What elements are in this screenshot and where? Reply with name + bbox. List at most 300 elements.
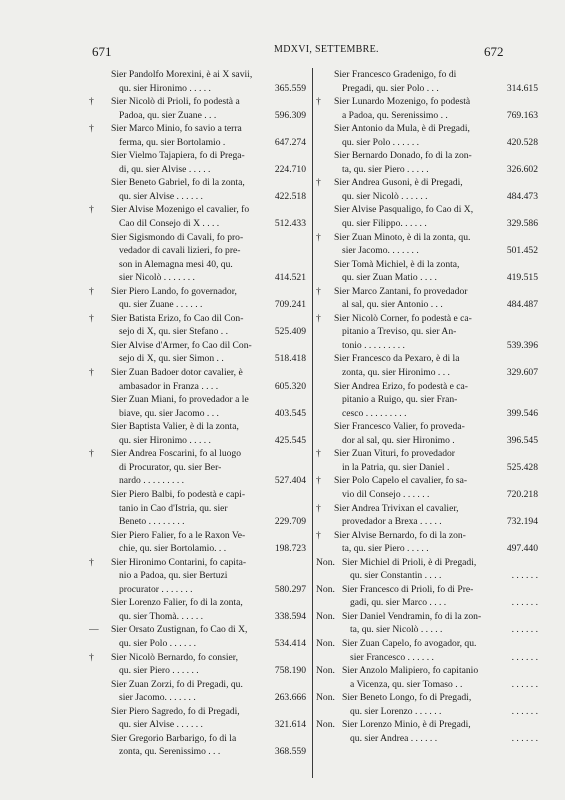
- entry-line: [89, 705, 308, 719]
- entry-text: qu. sier Zuan Matio . . . .: [342, 272, 437, 284]
- list-entry: [89, 678, 308, 705]
- vote-count: 758.190: [274, 665, 306, 677]
- entry-line: [89, 623, 308, 637]
- entry-text: Sier Anzolo Malipiero, fo capitanio: [342, 665, 479, 677]
- entry-text: Sier Francesco da Pexaro, è di la: [334, 353, 460, 365]
- entry-text: a Padoa, qu. Serenissimo . .: [342, 109, 448, 121]
- entry-text: Sier Zuan Zorzi, fo di Pregadi, qu.: [111, 678, 243, 690]
- entry-line: [89, 474, 308, 488]
- list-entry: [89, 122, 308, 149]
- entry-text: Sier Zuan Minoto, è di la zonta, qu.: [334, 231, 471, 243]
- entry-text: zonta, qu. Serenissimo . . .: [119, 746, 221, 758]
- entry-line: [89, 420, 308, 434]
- entry-line: [316, 244, 540, 258]
- entry-mark: Non.: [316, 637, 335, 649]
- vote-count: 605.320: [274, 380, 306, 392]
- entry-text: sier Jacomo. . . . . . .: [342, 245, 419, 257]
- list-entry: [316, 258, 540, 285]
- entry-line: [316, 82, 540, 96]
- entry-line: [89, 258, 308, 272]
- list-entry: [316, 502, 540, 529]
- entry-text: Sier Marco Minio, fo savio a terra: [111, 123, 242, 135]
- vote-count: 224.710: [274, 163, 306, 175]
- entry-line: [316, 691, 540, 705]
- vote-count: 420.528: [506, 136, 538, 148]
- entry-text: Sier Piero Lando, fo governador,: [111, 285, 237, 297]
- entry-line: [89, 109, 308, 123]
- vote-count: 525.428: [506, 461, 538, 473]
- entry-line: [316, 447, 540, 461]
- list-entry: [89, 285, 308, 312]
- entry-text: Sier Antonio da Mula, è di Pregadi,: [334, 123, 470, 135]
- list-entry: [89, 68, 308, 95]
- list-entry: [316, 176, 540, 203]
- entry-line: [316, 217, 540, 231]
- entry-text: a Vicenza, qu. sier Tomaso . .: [350, 678, 463, 690]
- list-entry: [316, 474, 540, 501]
- entry-text: Sier Baptista Valier, è di la zonta,: [111, 421, 239, 433]
- entry-text: Sier Piero Sagredo, fo di Pregadi,: [111, 705, 240, 717]
- vote-count: 501.452: [506, 245, 538, 257]
- entry-text: qu. sier Lorenzo . . . . . .: [350, 705, 442, 717]
- entry-mark: Non.: [316, 692, 335, 704]
- entry-text: ta, qu. sier Piero . . . . .: [342, 543, 429, 555]
- entry-text: Sier Nicolò Bernardo, fo consier,: [111, 651, 238, 663]
- vote-count: 534.414: [274, 637, 306, 649]
- entry-text: qu. sier Thomà. . . . . .: [119, 610, 204, 622]
- entry-line: [89, 95, 308, 109]
- list-entry: [316, 380, 540, 421]
- vote-count: 527.404: [274, 475, 306, 487]
- entry-text: ferma, qu. sier Bortolamio .: [119, 136, 226, 148]
- list-entry: [316, 529, 540, 556]
- entry-line: [89, 163, 308, 177]
- entry-line: [316, 488, 540, 502]
- entry-line: [89, 542, 308, 556]
- entry-line: [89, 136, 308, 150]
- entry-line: [316, 258, 540, 272]
- vote-count: 580.297: [274, 583, 306, 595]
- entry-text: chie, qu. sier Bortolamio. . .: [119, 543, 227, 555]
- entry-mark: †: [316, 529, 321, 541]
- entry-text: Sier Andrea Foscarini, fo al luogo: [111, 448, 242, 460]
- entry-line: [316, 122, 540, 136]
- entry-text: gadi, qu. sier Marco . . . .: [350, 597, 447, 609]
- entry-mark: †: [316, 96, 321, 108]
- vote-count: . . . . . .: [511, 570, 538, 582]
- entry-text: Beneto . . . . . . . .: [119, 516, 185, 528]
- entry-mark: †: [316, 231, 321, 243]
- entry-text: Sier Beneto Gabriel, fo di la zonta,: [111, 177, 245, 189]
- entry-text: Sier Zuan Vituri, fo provedador: [334, 448, 456, 460]
- entry-line: [316, 705, 540, 719]
- entry-text: cesco . . . . . . . . .: [342, 407, 407, 419]
- list-entry: [89, 488, 308, 529]
- entry-text: son in Alemagna mesi 40, qu.: [119, 258, 233, 270]
- vote-count: 425.545: [274, 434, 306, 446]
- list-entry: [89, 231, 308, 285]
- entry-text: Sier Nicolò Corner, fo podestà e ca-: [334, 312, 472, 324]
- list-entry: [89, 95, 308, 122]
- entry-line: [89, 285, 308, 299]
- entry-line: [316, 149, 540, 163]
- entry-text: di Procurator, qu. sier Ber-: [119, 461, 222, 473]
- entry-text: Sier Piero Falier, fo a le Raxon Ve-: [111, 529, 246, 541]
- vote-count: . . . . . .: [511, 705, 538, 717]
- entry-line: [316, 515, 540, 529]
- vote-count: . . . . . .: [511, 624, 538, 636]
- list-entry: [316, 352, 540, 379]
- entry-line: [316, 68, 540, 82]
- entry-line: [89, 434, 308, 448]
- vote-count: 497.440: [506, 543, 538, 555]
- entry-text: qu. sier Alvise . . . . . .: [119, 719, 203, 731]
- entry-line: [316, 678, 540, 692]
- vote-count: 396.545: [506, 434, 538, 446]
- running-title: MDXVI, SETTEMBRE.: [274, 44, 379, 55]
- entry-text: Sier Tomà Michiel, è di la zonta,: [334, 258, 460, 270]
- entry-text: Sier Vielmo Tajapiera, fo di Prega-: [111, 150, 245, 162]
- left-column: [89, 68, 308, 788]
- entry-line: [89, 637, 308, 651]
- page-number-left: 671: [92, 44, 112, 59]
- entry-line: [316, 651, 540, 665]
- vote-count: 314.615: [506, 82, 538, 94]
- list-entry: [89, 176, 308, 203]
- list-entry: [316, 95, 540, 122]
- entry-line: [316, 298, 540, 312]
- entry-line: [89, 271, 308, 285]
- entry-line: [316, 285, 540, 299]
- vote-count: 539.396: [506, 339, 538, 351]
- entry-line: [316, 556, 540, 570]
- entry-text: Sier Lorenzo Falier, fo di la zonta,: [111, 597, 243, 609]
- entry-line: [89, 529, 308, 543]
- list-entry: [316, 203, 540, 230]
- entry-line: [316, 393, 540, 407]
- entry-line: [316, 380, 540, 394]
- entry-text: Sier Francesco Valier, fo proveda-: [334, 421, 465, 433]
- entry-text: ambasador in Franza . . . .: [119, 380, 219, 392]
- entry-line: [89, 651, 308, 665]
- entry-text: Sier Hironimo Contarini, fo capita-: [111, 556, 247, 568]
- entry-mark: †: [316, 285, 321, 297]
- entry-mark: †: [316, 502, 321, 514]
- entry-line: [316, 407, 540, 421]
- entry-mark: †: [316, 312, 321, 324]
- entry-text: Sier Zuan Badoer dotor cavalier, è: [111, 367, 243, 379]
- entry-mark: †: [89, 96, 94, 108]
- list-entry: [316, 691, 540, 718]
- vote-count: . . . . . .: [511, 678, 538, 690]
- vote-count: . . . . . .: [511, 651, 538, 663]
- entry-line: [89, 488, 308, 502]
- vote-count: 422.518: [274, 190, 306, 202]
- entry-mark: †: [316, 177, 321, 189]
- list-entry: [89, 529, 308, 556]
- entry-line: [89, 298, 308, 312]
- list-entry: [89, 203, 308, 230]
- vote-count: 419.515: [506, 272, 538, 284]
- entry-mark: Non.: [316, 719, 335, 731]
- entry-line: [89, 352, 308, 366]
- entry-text: in la Patria, qu. sier Daniel .: [342, 461, 450, 473]
- vote-count: 198.723: [274, 543, 306, 555]
- entry-text: Pregadi, qu. sier Polo . . .: [342, 82, 439, 94]
- entry-line: [316, 664, 540, 678]
- vote-count: . . . . . .: [511, 732, 538, 744]
- entry-line: [89, 217, 308, 231]
- entry-line: [89, 407, 308, 421]
- entry-line: [89, 393, 308, 407]
- entry-text: qu. sier Piero . . . . . .: [119, 665, 199, 677]
- list-entry: [89, 623, 308, 650]
- entry-line: [89, 325, 308, 339]
- entry-line: [89, 176, 308, 190]
- entry-line: [89, 68, 308, 82]
- entry-line: [89, 745, 308, 759]
- entry-text: Sier Bernardo Donado, fo di la zon-: [334, 150, 472, 162]
- vote-count: 769.163: [506, 109, 538, 121]
- entry-line: [89, 122, 308, 136]
- entry-line: [89, 203, 308, 217]
- entry-text: biave, qu. sier Jacomo . . .: [119, 407, 219, 419]
- entry-text: nardo . . . . . . . . .: [119, 475, 185, 487]
- entry-line: [316, 569, 540, 583]
- entry-line: [316, 461, 540, 475]
- entry-line: [316, 732, 540, 746]
- entry-text: sejo di X, qu. sier Simon . .: [119, 353, 224, 365]
- entry-line: [89, 447, 308, 461]
- entry-mark: †: [89, 285, 94, 297]
- list-entry: [316, 637, 540, 664]
- entry-line: [316, 136, 540, 150]
- entry-line: [89, 149, 308, 163]
- entry-line: [316, 231, 540, 245]
- entry-text: Sier Beneto Longo, fo di Pregadi,: [342, 692, 472, 704]
- vote-count: 329.607: [506, 367, 538, 379]
- entry-text: Sier Gregorio Barbarigo, fo di la: [111, 732, 237, 744]
- entry-mark: †: [89, 448, 94, 460]
- entry-line: [316, 312, 540, 326]
- entry-text: qu. sier Nicolò . . . . . .: [342, 190, 428, 202]
- list-entry: [316, 583, 540, 610]
- entry-text: sejo di X, qu. sier Stefano . .: [119, 326, 228, 338]
- list-entry: [316, 312, 540, 353]
- entry-line: [316, 325, 540, 339]
- entry-text: procurator . . . . . . .: [119, 583, 193, 595]
- entry-text: Sier Alvise Mozenigo el cavalier, fo: [111, 204, 250, 216]
- entry-mark: —: [89, 624, 99, 636]
- entry-line: [316, 109, 540, 123]
- list-entry: [89, 732, 308, 759]
- vote-count: 484.473: [506, 190, 538, 202]
- entry-mark: †: [89, 204, 94, 216]
- entry-text: ta, qu. sier Piero . . . . .: [342, 163, 429, 175]
- vote-count: 403.545: [274, 407, 306, 419]
- entry-text: di, qu. sier Alvise . . . . .: [119, 163, 211, 175]
- entry-text: qu. sier Constantin . . . .: [350, 570, 442, 582]
- vote-count: 326.602: [506, 163, 538, 175]
- entry-line: [89, 596, 308, 610]
- column-divider: [312, 68, 313, 778]
- entry-text: Sier Piero Balbi, fo podestà e capi-: [111, 488, 246, 500]
- page-header: [0, 44, 565, 60]
- entry-text: Sier Alvise Bernardo, fo di la zon-: [334, 529, 466, 541]
- entry-line: [89, 610, 308, 624]
- entry-line: [316, 95, 540, 109]
- entry-line: [316, 623, 540, 637]
- entry-line: [89, 244, 308, 258]
- entry-line: [316, 718, 540, 732]
- entry-text: zonta, qu. sier Hironimo . . .: [342, 367, 450, 379]
- vote-count: 229.709: [274, 516, 306, 528]
- entry-text: Sier Orsato Zustignan, fo Cao di X,: [111, 624, 248, 636]
- entry-text: qu. sier Hironimo . . . . .: [119, 82, 211, 94]
- entry-mark: Non.: [316, 665, 335, 677]
- list-entry: [89, 705, 308, 732]
- vote-count: 596.309: [274, 109, 306, 121]
- entry-line: [89, 366, 308, 380]
- entry-text: qu. sier Filippo. . . . . .: [342, 218, 427, 230]
- entry-text: Sier Lorenzo Minio, è di Pregadi,: [342, 719, 471, 731]
- list-entry: [316, 231, 540, 258]
- entry-text: al sal, qu. sier Antonio . . .: [342, 299, 443, 311]
- entry-text: dor al sal, qu. sier Hironimo .: [342, 434, 455, 446]
- vote-count: 365.559: [274, 82, 306, 94]
- entry-text: qu. sier Polo . . . . . .: [119, 637, 197, 649]
- vote-count: 518.418: [274, 353, 306, 365]
- entry-mark: Non.: [316, 556, 335, 568]
- list-entry: [89, 149, 308, 176]
- list-entry: [316, 68, 540, 95]
- list-entry: [89, 393, 308, 420]
- entry-line: [316, 596, 540, 610]
- entry-text: Padoa, qu. sier Zuane . . .: [119, 109, 217, 121]
- entry-text: Sier Andrea Erizo, fo podestà e ca-: [334, 380, 468, 392]
- list-entry: [316, 664, 540, 691]
- entry-line: [89, 339, 308, 353]
- vote-count: 321.614: [274, 719, 306, 731]
- entry-mark: †: [89, 556, 94, 568]
- entry-line: [89, 718, 308, 732]
- entry-line: [89, 312, 308, 326]
- list-entry: [316, 122, 540, 149]
- entry-text: vio dil Consejo . . . . . .: [342, 488, 430, 500]
- vote-count: 368.559: [274, 746, 306, 758]
- entry-text: Sier Andrea Trivixan el cavalier,: [334, 502, 459, 514]
- entry-line: [89, 583, 308, 597]
- entry-line: [89, 502, 308, 516]
- entry-text: Sier Alvise d'Armer, fo Cao dil Con-: [111, 339, 252, 351]
- entry-line: [316, 366, 540, 380]
- entry-text: Sier Pandolfo Morexini, è ai X savii,: [111, 69, 253, 80]
- entry-text: nio a Padoa, qu. sier Bertuzi: [119, 570, 228, 582]
- list-entry: [89, 556, 308, 597]
- entry-text: Sier Sigismondo di Cavali, fo pro-: [111, 231, 244, 243]
- entry-text: Sier Marco Zantani, fo provedador: [334, 285, 468, 297]
- entry-text: ta, qu. sier Nicolò . . . . .: [350, 624, 443, 636]
- entry-text: qu. sier Zuane . . . . . .: [119, 299, 203, 311]
- entry-line: [316, 542, 540, 556]
- entry-text: Sier Lunardo Mozenigo, fo podestà: [334, 96, 471, 108]
- entry-text: Sier Francesco Gradenigo, fo di: [334, 69, 457, 80]
- entry-line: [89, 556, 308, 570]
- entry-line: [89, 664, 308, 678]
- list-entry: [316, 556, 540, 583]
- list-entry: [316, 285, 540, 312]
- page-number-right: 672: [484, 44, 504, 59]
- entry-text: tonio . . . . . . . . .: [342, 339, 405, 351]
- entry-line: [316, 339, 540, 353]
- right-column: [316, 68, 540, 788]
- entry-line: [89, 461, 308, 475]
- entry-line: [316, 176, 540, 190]
- entry-line: [316, 420, 540, 434]
- entry-line: [316, 474, 540, 488]
- entry-text: pitanio a Ruigo, qu. sier Fran-: [342, 394, 458, 406]
- entry-text: qu. sier Polo . . . . . .: [342, 136, 420, 148]
- entry-line: [316, 203, 540, 217]
- list-entry: [89, 312, 308, 339]
- vote-count: 263.666: [274, 692, 306, 704]
- entry-line: [316, 529, 540, 543]
- entry-line: [316, 502, 540, 516]
- entry-text: vedador di cavali lizieri, fo pre-: [119, 245, 241, 257]
- entry-line: [316, 637, 540, 651]
- entry-text: Sier Michiel di Prioli, è di Pregadi,: [342, 556, 477, 568]
- entry-line: [316, 163, 540, 177]
- entry-mark: †: [89, 367, 94, 379]
- entry-line: [89, 515, 308, 529]
- entry-text: provedador a Brexa . . . . .: [342, 516, 442, 528]
- entry-line: [89, 569, 308, 583]
- entry-mark: †: [316, 448, 321, 460]
- list-entry: [316, 447, 540, 474]
- entry-text: pitanio a Treviso, qu. sier An-: [342, 326, 457, 338]
- entry-mark: †: [89, 651, 94, 663]
- entry-line: [89, 231, 308, 245]
- vote-count: 720.218: [506, 488, 538, 500]
- entry-line: [316, 583, 540, 597]
- entry-text: sier Nicolò . . . . . . .: [119, 272, 195, 284]
- entry-text: sier Jacomo. . . . . . .: [119, 692, 196, 704]
- entry-mark: Non.: [316, 610, 335, 622]
- entry-line: [89, 732, 308, 746]
- entry-line: [316, 434, 540, 448]
- entry-mark: †: [316, 475, 321, 487]
- entry-line: [89, 691, 308, 705]
- list-entry: [89, 651, 308, 678]
- entry-text: Sier Zuan Miani, fo provedador a le: [111, 394, 249, 406]
- entry-line: [316, 610, 540, 624]
- entry-text: qu. sier Andrea . . . . . .: [350, 732, 438, 744]
- entry-line: [316, 190, 540, 204]
- entry-text: Sier Alvise Pasqualigo, fo Cao di X,: [334, 204, 474, 216]
- entry-text: Sier Daniel Vendramin, fo di la zon-: [342, 610, 482, 622]
- entry-line: [89, 190, 308, 204]
- entry-line: [89, 82, 308, 96]
- list-entry: [316, 610, 540, 637]
- entry-line: [316, 271, 540, 285]
- entry-text: sier Francesco . . . . . .: [350, 651, 434, 663]
- vote-count: 709.241: [274, 299, 306, 311]
- list-entry: [316, 718, 540, 745]
- entry-text: Cao dil Consejo di X . . . .: [119, 218, 220, 230]
- entry-text: Sier Francesco di Prioli, fo di Pre-: [342, 583, 474, 595]
- entry-text: Sier Polo Capelo el cavalier, fo sa-: [334, 475, 468, 487]
- vote-count: 484.487: [506, 299, 538, 311]
